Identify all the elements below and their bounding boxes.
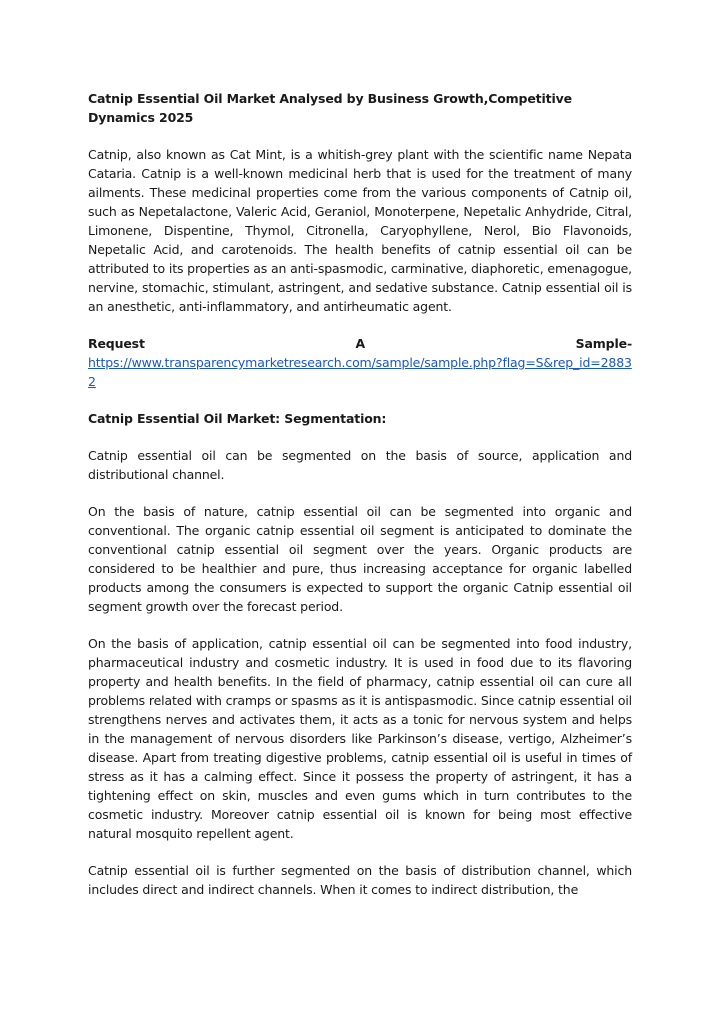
request-sample-link[interactable]: https://www.transparencymarketresearch.com/sample/sample.php?flag=S&rep_id=28832 bbox=[88, 355, 632, 389]
document-title: Catnip Essential Oil Market Analysed by Business Growth,Competitive Dynamics 2025 bbox=[88, 91, 572, 125]
document-page bbox=[88, 89, 632, 917]
paragraph-segmentation-basis: Catnip essential oil can be segmented on the basis of source, application and distributional channel. bbox=[88, 448, 632, 482]
sample-word: Sample- bbox=[575, 336, 632, 351]
paragraph-application: On the basis of application, catnip essential oil can be segmented into food industry, pharmaceutical industry and cosmetic industry. It is used in food due to its flavoring property and health benefits. In the field of pharmacy, catnip essential oil can cure all problems related with cramps or spasms as it is antispasmodic. Since catnip essential oil strengthens nerves and activates them, it acts as a tonic for nervous system and helps in the management of nervous disorders like Parkinson’s disease, vertigo, Alzheimer’s disease. Apart from treating digestive problems, catnip essential oil is useful in times of stress as it has a calming effect. Since it possess the property of astringent, it has a tightening effect on skin, muscles and even gums which in turn contributes to the cosmetic industry. Moreover catnip essential oil is known for being most effective natural mosquito repellent agent. bbox=[88, 636, 632, 841]
segmentation-heading: Catnip Essential Oil Market: Segmentation: bbox=[88, 411, 387, 426]
a-word: A bbox=[355, 336, 365, 351]
request-word: Request bbox=[88, 336, 145, 351]
request-sample-block bbox=[88, 334, 632, 391]
intro-paragraph: Catnip, also known as Cat Mint, is a whitish-grey plant with the scientific name Nepata Cataria. Catnip is a well-known medicinal herb that is used for the treatment of many ailments. These medicinal properties come from the various components of Catnip oil, such as Nepetalactone, Valeric Acid, Geraniol, Monoterpene, Nepetalic Anhydride, Citral, Limonene, Dispentine, Thymol, Citronella, Caryophyllene, Nerol, Bio Flavonoids, Nepetalic Acid, and carotenoids. The health benefits of catnip essential oil can be attributed to its properties as an anti-spasmodic, carminative, diaphoretic, emenagogue, nervine, stomachic, stimulant, astringent, and sedative substance. Catnip essential oil is an anesthetic, anti-inflammatory, and antirheumatic agent. bbox=[88, 147, 632, 314]
paragraph-nature: On the basis of nature, catnip essential oil can be segmented into organic and conventional. The organic catnip essential oil segment is anticipated to dominate the conventional catnip essential oil segment over the years. Organic products are considered to be healthier and pure, thus increasing acceptance for organic labelled products among the consumers is expected to support the organic Catnip essential oil segment growth over the forecast period. bbox=[88, 504, 632, 614]
request-sample-label bbox=[88, 334, 632, 353]
paragraph-distribution: Catnip essential oil is further segmented on the basis of distribution channel, which includes direct and indirect channels. When it comes to indirect distribution, the bbox=[88, 863, 632, 897]
